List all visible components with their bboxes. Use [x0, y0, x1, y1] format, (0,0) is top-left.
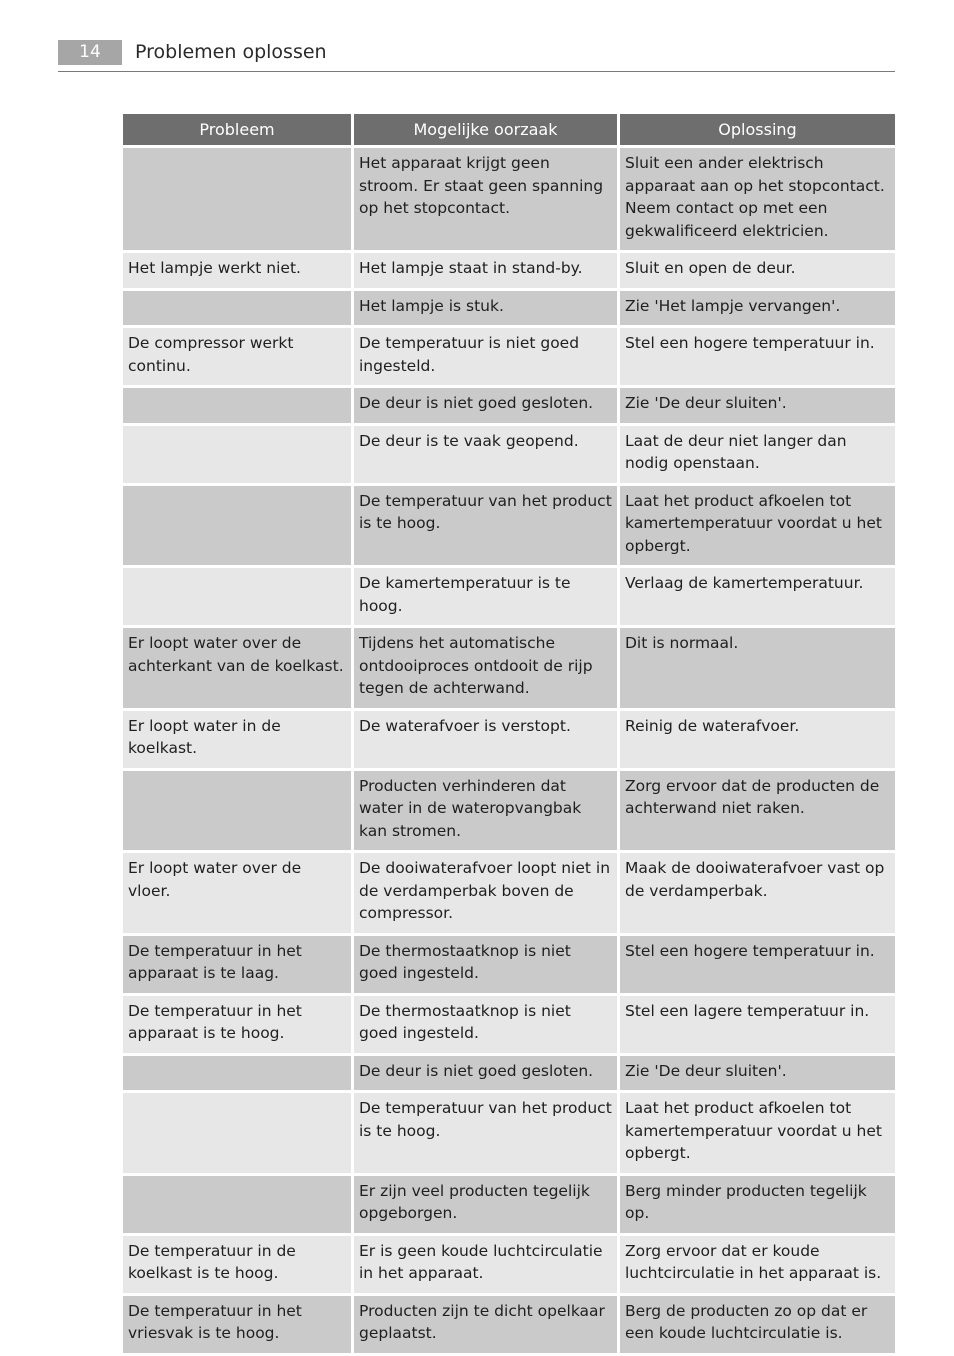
table-row [123, 486, 895, 566]
table-row [123, 771, 895, 851]
solution-cell: Dit is normaal. [620, 628, 895, 708]
cause-cell: De waterafvoer is verstopt. [354, 711, 617, 768]
table-row [123, 388, 895, 423]
problem-cell [123, 148, 351, 250]
cause-cell: De temperatuur is niet goed ingesteld. [354, 328, 617, 385]
problem-cell [123, 1056, 351, 1091]
cause-cell: De thermostaatknop is niet goed ingesteld. [354, 936, 617, 993]
solution-cell: Verlaag de kamertemperatuur. [620, 568, 895, 625]
cause-cell: Er is geen koude luchtcirculatie in het apparaat. [354, 1236, 617, 1293]
table-row [123, 936, 895, 993]
table-row [123, 291, 895, 326]
problem-cell: Er loopt water over de vloer. [123, 853, 351, 933]
cause-cell: De deur is te vaak geopend. [354, 426, 617, 483]
solution-cell: Stel een hogere temperatuur in. [620, 328, 895, 385]
table-row [123, 148, 895, 250]
table-row [123, 568, 895, 625]
cause-cell: Producten zijn te dicht opelkaar geplaatst. [354, 1296, 617, 1353]
problem-cell: De temperatuur in het vriesvak is te hoog. [123, 1296, 351, 1353]
table-row [123, 1056, 895, 1091]
solution-cell: Zie 'Het lampje vervangen'. [620, 291, 895, 326]
problem-cell [123, 1093, 351, 1173]
table-row [123, 996, 895, 1053]
solution-cell: Laat het product afkoelen tot kamertemperatuur voordat u het opbergt. [620, 1093, 895, 1173]
problem-cell: De compressor werkt continu. [123, 328, 351, 385]
table-row [123, 628, 895, 708]
page-number: 14 [58, 40, 122, 65]
problem-cell [123, 388, 351, 423]
solution-cell: Berg minder producten tegelijk op. [620, 1176, 895, 1233]
table-row [123, 1236, 895, 1293]
solution-cell: Zorg ervoor dat de producten de achterwand niet raken. [620, 771, 895, 851]
problem-cell [123, 486, 351, 566]
cause-cell: Er zijn veel producten tegelijk opgeborgen. [354, 1176, 617, 1233]
cause-cell: De thermostaatknop is niet goed ingesteld. [354, 996, 617, 1053]
table-row [123, 1093, 895, 1173]
solution-cell: Sluit een ander elektrisch apparaat aan op het stopcontact. Neem contact op met een gekwalificeerd elektricien. [620, 148, 895, 250]
problem-cell: De temperatuur in het apparaat is te hoog. [123, 996, 351, 1053]
table-row [123, 426, 895, 483]
cause-cell: De deur is niet goed gesloten. [354, 388, 617, 423]
table-row [123, 328, 895, 385]
solution-cell: Berg de producten zo op dat er een koude luchtcirculatie is. [620, 1296, 895, 1353]
cause-cell: De kamertemperatuur is te hoog. [354, 568, 617, 625]
cause-cell: Het lampje is stuk. [354, 291, 617, 326]
problem-cell [123, 426, 351, 483]
solution-cell: Laat het product afkoelen tot kamertemperatuur voordat u het opbergt. [620, 486, 895, 566]
cause-cell: Het apparaat krijgt geen stroom. Er staat geen spanning op het stopcontact. [354, 148, 617, 250]
column-header-problem: Probleem [123, 114, 351, 145]
solution-cell: Zorg ervoor dat er koude luchtcirculatie in het apparaat is. [620, 1236, 895, 1293]
problem-cell [123, 771, 351, 851]
cause-cell: De dooiwaterafvoer loopt niet in de verdamperbak boven de compressor. [354, 853, 617, 933]
table-row [123, 853, 895, 933]
cause-cell: De temperatuur van het product is te hoog. [354, 1093, 617, 1173]
problem-cell: De temperatuur in het apparaat is te laag. [123, 936, 351, 993]
section-title: Problemen oplossen [135, 41, 327, 63]
troubleshooting-table [120, 111, 898, 1356]
page-header [58, 40, 895, 72]
cause-cell: Het lampje staat in stand-by. [354, 253, 617, 288]
solution-cell: Sluit en open de deur. [620, 253, 895, 288]
table-header-row [123, 114, 895, 145]
cause-cell: De deur is niet goed gesloten. [354, 1056, 617, 1091]
problem-cell: Het lampje werkt niet. [123, 253, 351, 288]
solution-cell: Reinig de waterafvoer. [620, 711, 895, 768]
cause-cell: Producten verhinderen dat water in de wateropvangbak kan stromen. [354, 771, 617, 851]
solution-cell: Zie 'De deur sluiten'. [620, 388, 895, 423]
problem-cell [123, 1176, 351, 1233]
column-header-solution: Oplossing [620, 114, 895, 145]
table-row [123, 253, 895, 288]
cause-cell: De temperatuur van het product is te hoog. [354, 486, 617, 566]
cause-cell: Tijdens het automatische ontdooiproces ontdooit de rijp tegen de achterwand. [354, 628, 617, 708]
table-row [123, 1296, 895, 1353]
problem-cell: Er loopt water in de koelkast. [123, 711, 351, 768]
table-row [123, 1176, 895, 1233]
problem-cell [123, 568, 351, 625]
problem-cell [123, 291, 351, 326]
problem-cell: De temperatuur in de koelkast is te hoog. [123, 1236, 351, 1293]
solution-cell: Laat de deur niet langer dan nodig openstaan. [620, 426, 895, 483]
solution-cell: Stel een hogere temperatuur in. [620, 936, 895, 993]
solution-cell: Maak de dooiwaterafvoer vast op de verdamperbak. [620, 853, 895, 933]
solution-cell: Stel een lagere temperatuur in. [620, 996, 895, 1053]
table-row [123, 711, 895, 768]
column-header-cause: Mogelijke oorzaak [354, 114, 617, 145]
problem-cell: Er loopt water over de achterkant van de koelkast. [123, 628, 351, 708]
solution-cell: Zie 'De deur sluiten'. [620, 1056, 895, 1091]
